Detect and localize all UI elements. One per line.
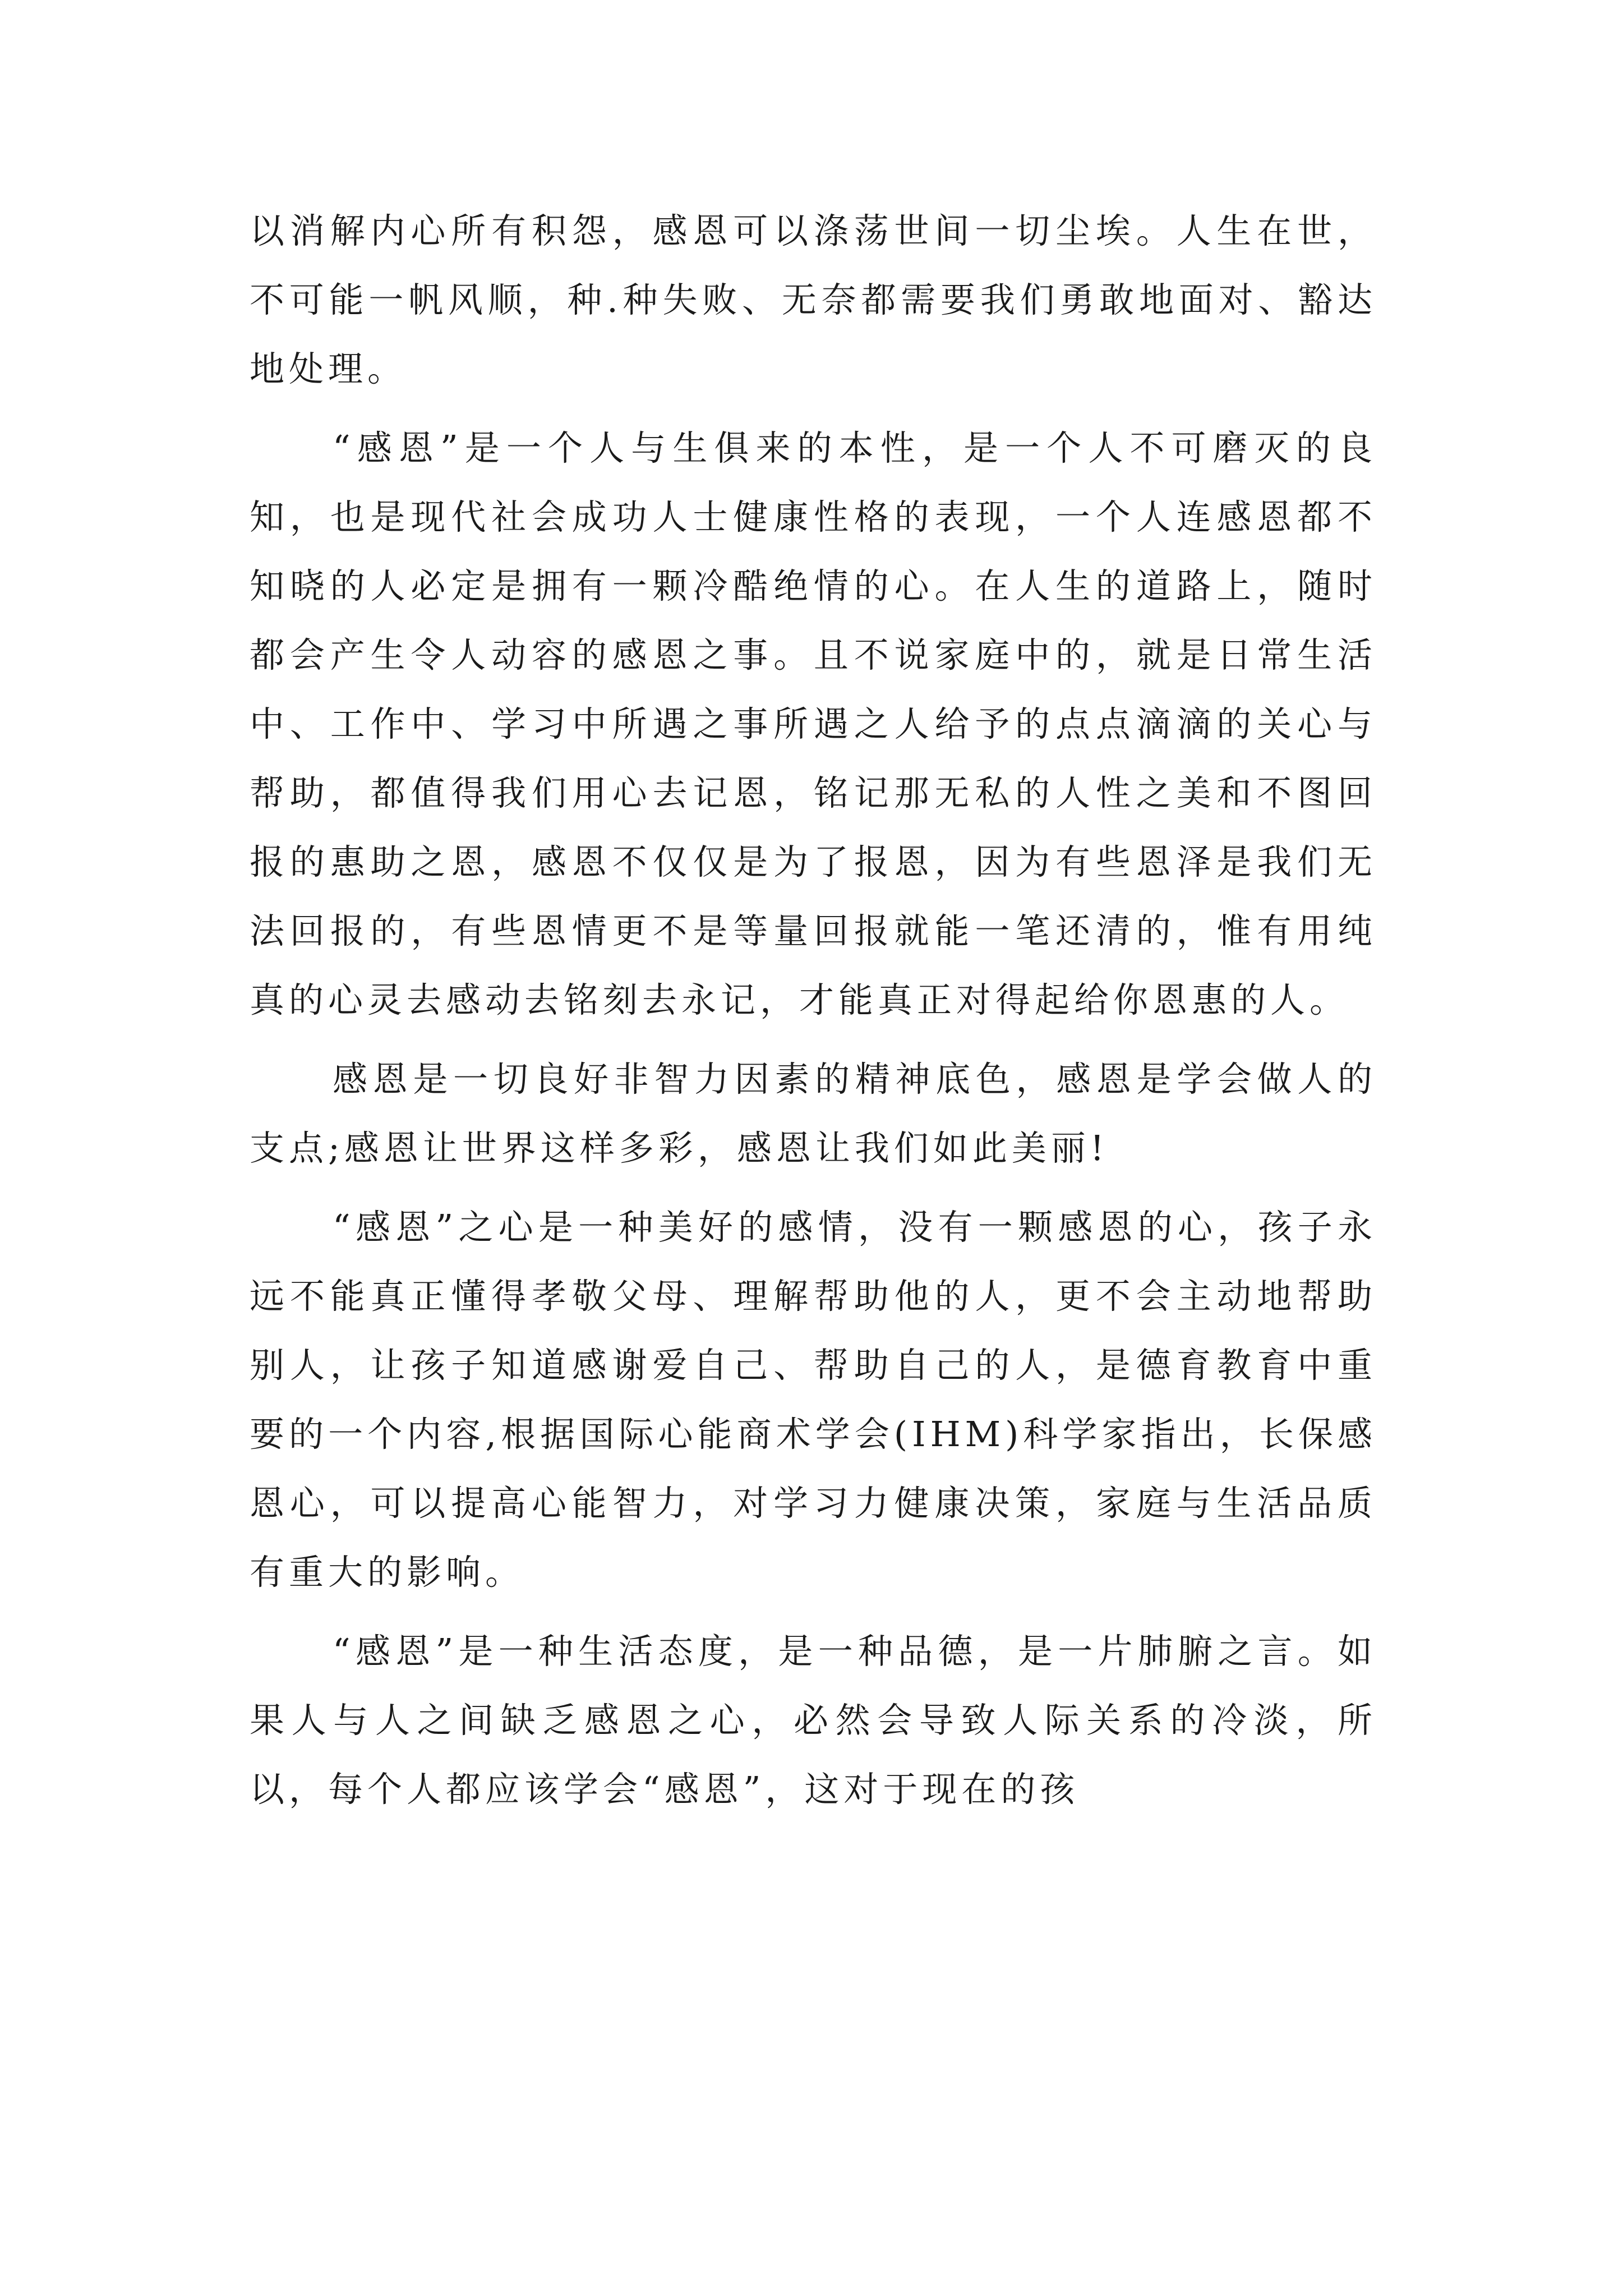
paragraph-1: 以消解内心所有积怨，感恩可以涤荡世间一切尘埃。人生在世，不可能一帆风顺，种.种失败、无奈都需要我们勇敢地面对、豁达地处理。	[250, 210, 1377, 389]
paragraph-2: “感恩”是一个人与生俱来的本性，是一个人不可磨灭的良知，也是现代社会成功人士健康性格的表现，一个人连感恩都不知晓的人必定是拥有一颗冷酷绝情的心。在人生的道路上，随时都会产生令人动容的感恩之事。且不说家庭中的，就是日常生活中、工作中、学习中所遇之事所遇之人给予的点点滴滴的关心与帮助，都值得我们用心去记恩，铭记那无私的人性之美和不图回报的惠助之恩，感恩不仅仅是为了报恩，因为有些恩泽是我们无法回报的，有些恩情更不是等量回报就能一笔还清的，惟有用纯真的心灵去感动去铭刻去永记，才能真正对得起给你恩惠的人。	[250, 427, 1377, 1020]
paragraph-5: “感恩”是一种生活态度，是一种品德，是一片肺腑之言。如果人与人之间缺乏感恩之心，必然会导致人际关系的冷淡，所以，每个人都应该学会“感恩”，这对于现在的孩	[250, 1631, 1377, 1810]
paragraph-4: “感恩”之心是一种美好的感情，没有一颗感恩的心，孩子永远不能真正懂得孝敬父母、理解帮助他的人，更不会主动地帮助别人，让孩子知道感谢爱自己、帮助自己的人，是德育教育中重要的一个内容,根据国际心能商术学会(IHM)科学家指出，长保感恩心，可以提高心能智力，对学习力健康决策，家庭与生活品质有重大的影响。	[250, 1207, 1377, 1593]
paragraph-3: 感恩是一切良好非智力因素的精神底色，感恩是学会做人的支点;感恩让世界这样多彩，感恩让我们如此美丽!	[250, 1059, 1377, 1168]
document-body	[250, 196, 1377, 1824]
